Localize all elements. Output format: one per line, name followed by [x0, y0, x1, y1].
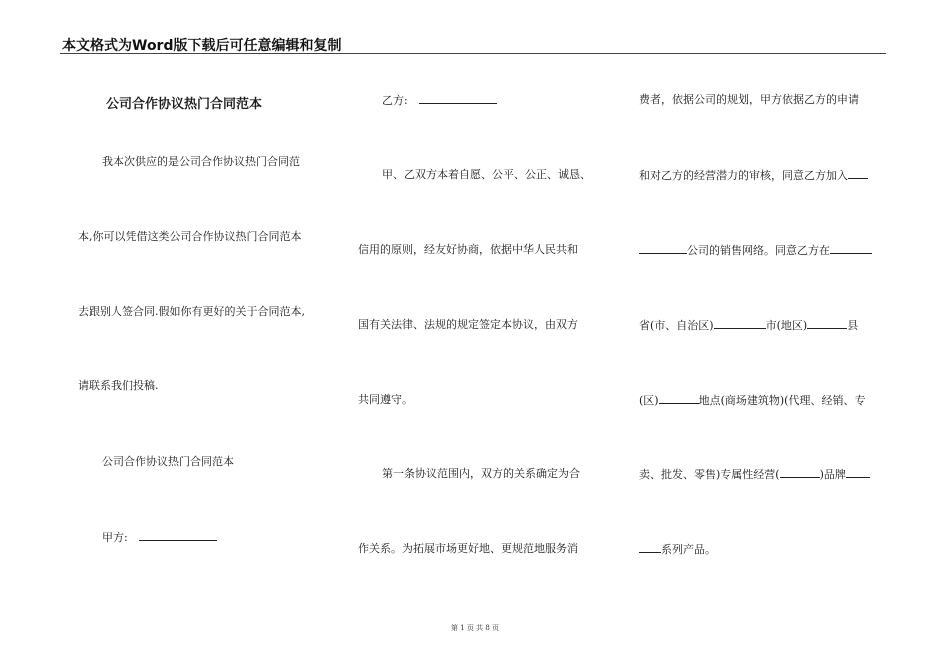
text-line — [639, 393, 865, 408]
document-header-title: 本文格式为Word版下载后可任意编辑和复制 — [62, 38, 342, 54]
text-segment: 卖、批发、零售)专属性经营( — [639, 468, 780, 481]
party-b-blank — [419, 93, 497, 104]
text-line: 请联系我们投稿. — [78, 379, 159, 392]
blank-field — [848, 168, 868, 179]
text-segment: (区) — [639, 394, 659, 407]
text-segment: 省(市、自治区) — [639, 319, 714, 332]
page-number: 第 1 页 共 8 页 — [450, 624, 500, 632]
document-title: 公司合作协议热门合同范本 — [106, 97, 263, 112]
blank-field — [780, 467, 820, 478]
text-segment: 市(地区) — [765, 319, 808, 332]
text-segment: )品牌 — [819, 468, 846, 481]
text-line — [639, 168, 868, 183]
text-line — [639, 542, 716, 557]
header-divider — [60, 53, 886, 54]
text-segment: 和对乙方的经营潜力的审核，同意乙方加入 — [639, 169, 848, 182]
text-line — [639, 467, 870, 482]
blank-field — [714, 318, 766, 329]
text-line: 公司合作协议热门合同范本 — [102, 455, 234, 468]
party-a-blank — [139, 530, 217, 541]
text-line: 甲、乙双方本着自愿、公平、公正、诚恳、 — [382, 168, 591, 181]
text-line: 国有关法律、法规的规定签定本协议，由双方 — [358, 318, 578, 331]
text-segment: 县 — [847, 319, 859, 332]
text-segment: 地点(商场建筑物)(代理、经销、专 — [698, 394, 866, 407]
blank-field — [639, 542, 661, 553]
blank-field — [807, 318, 847, 329]
blank-field — [846, 467, 870, 478]
party-b-line — [382, 93, 497, 108]
text-line: 我本次供应的是公司合作协议热门合同范 — [102, 155, 300, 168]
text-line: 共同遵守。 — [358, 393, 413, 406]
text-segment: 系列产品。 — [661, 543, 716, 556]
party-a-line — [102, 530, 217, 545]
text-line: 去跟别人签合同.假如你有更好的关于合同范本, — [78, 305, 305, 318]
text-line: 费者，依据公司的规划，甲方依据乙方的申请 — [639, 93, 859, 106]
blank-field — [639, 243, 687, 254]
text-line — [639, 243, 872, 258]
blank-field — [830, 243, 872, 254]
party-b-label: 乙方: — [382, 94, 408, 107]
text-line: 作关系。为拓展市场更好地、更规范地服务消 — [358, 542, 578, 555]
text-line: 第一条协议范围内，双方的关系确定为合 — [382, 467, 580, 480]
text-segment: 公司的销售网络。同意乙方在 — [687, 244, 830, 257]
party-a-label: 甲方: — [102, 531, 128, 544]
text-line: 本,你可以凭借这类公司合作协议热门合同范本 — [78, 230, 302, 243]
blank-field — [659, 393, 699, 404]
text-line: 信用的原则，经友好协商，依据中华人民共和 — [358, 243, 578, 256]
text-line — [639, 318, 858, 333]
